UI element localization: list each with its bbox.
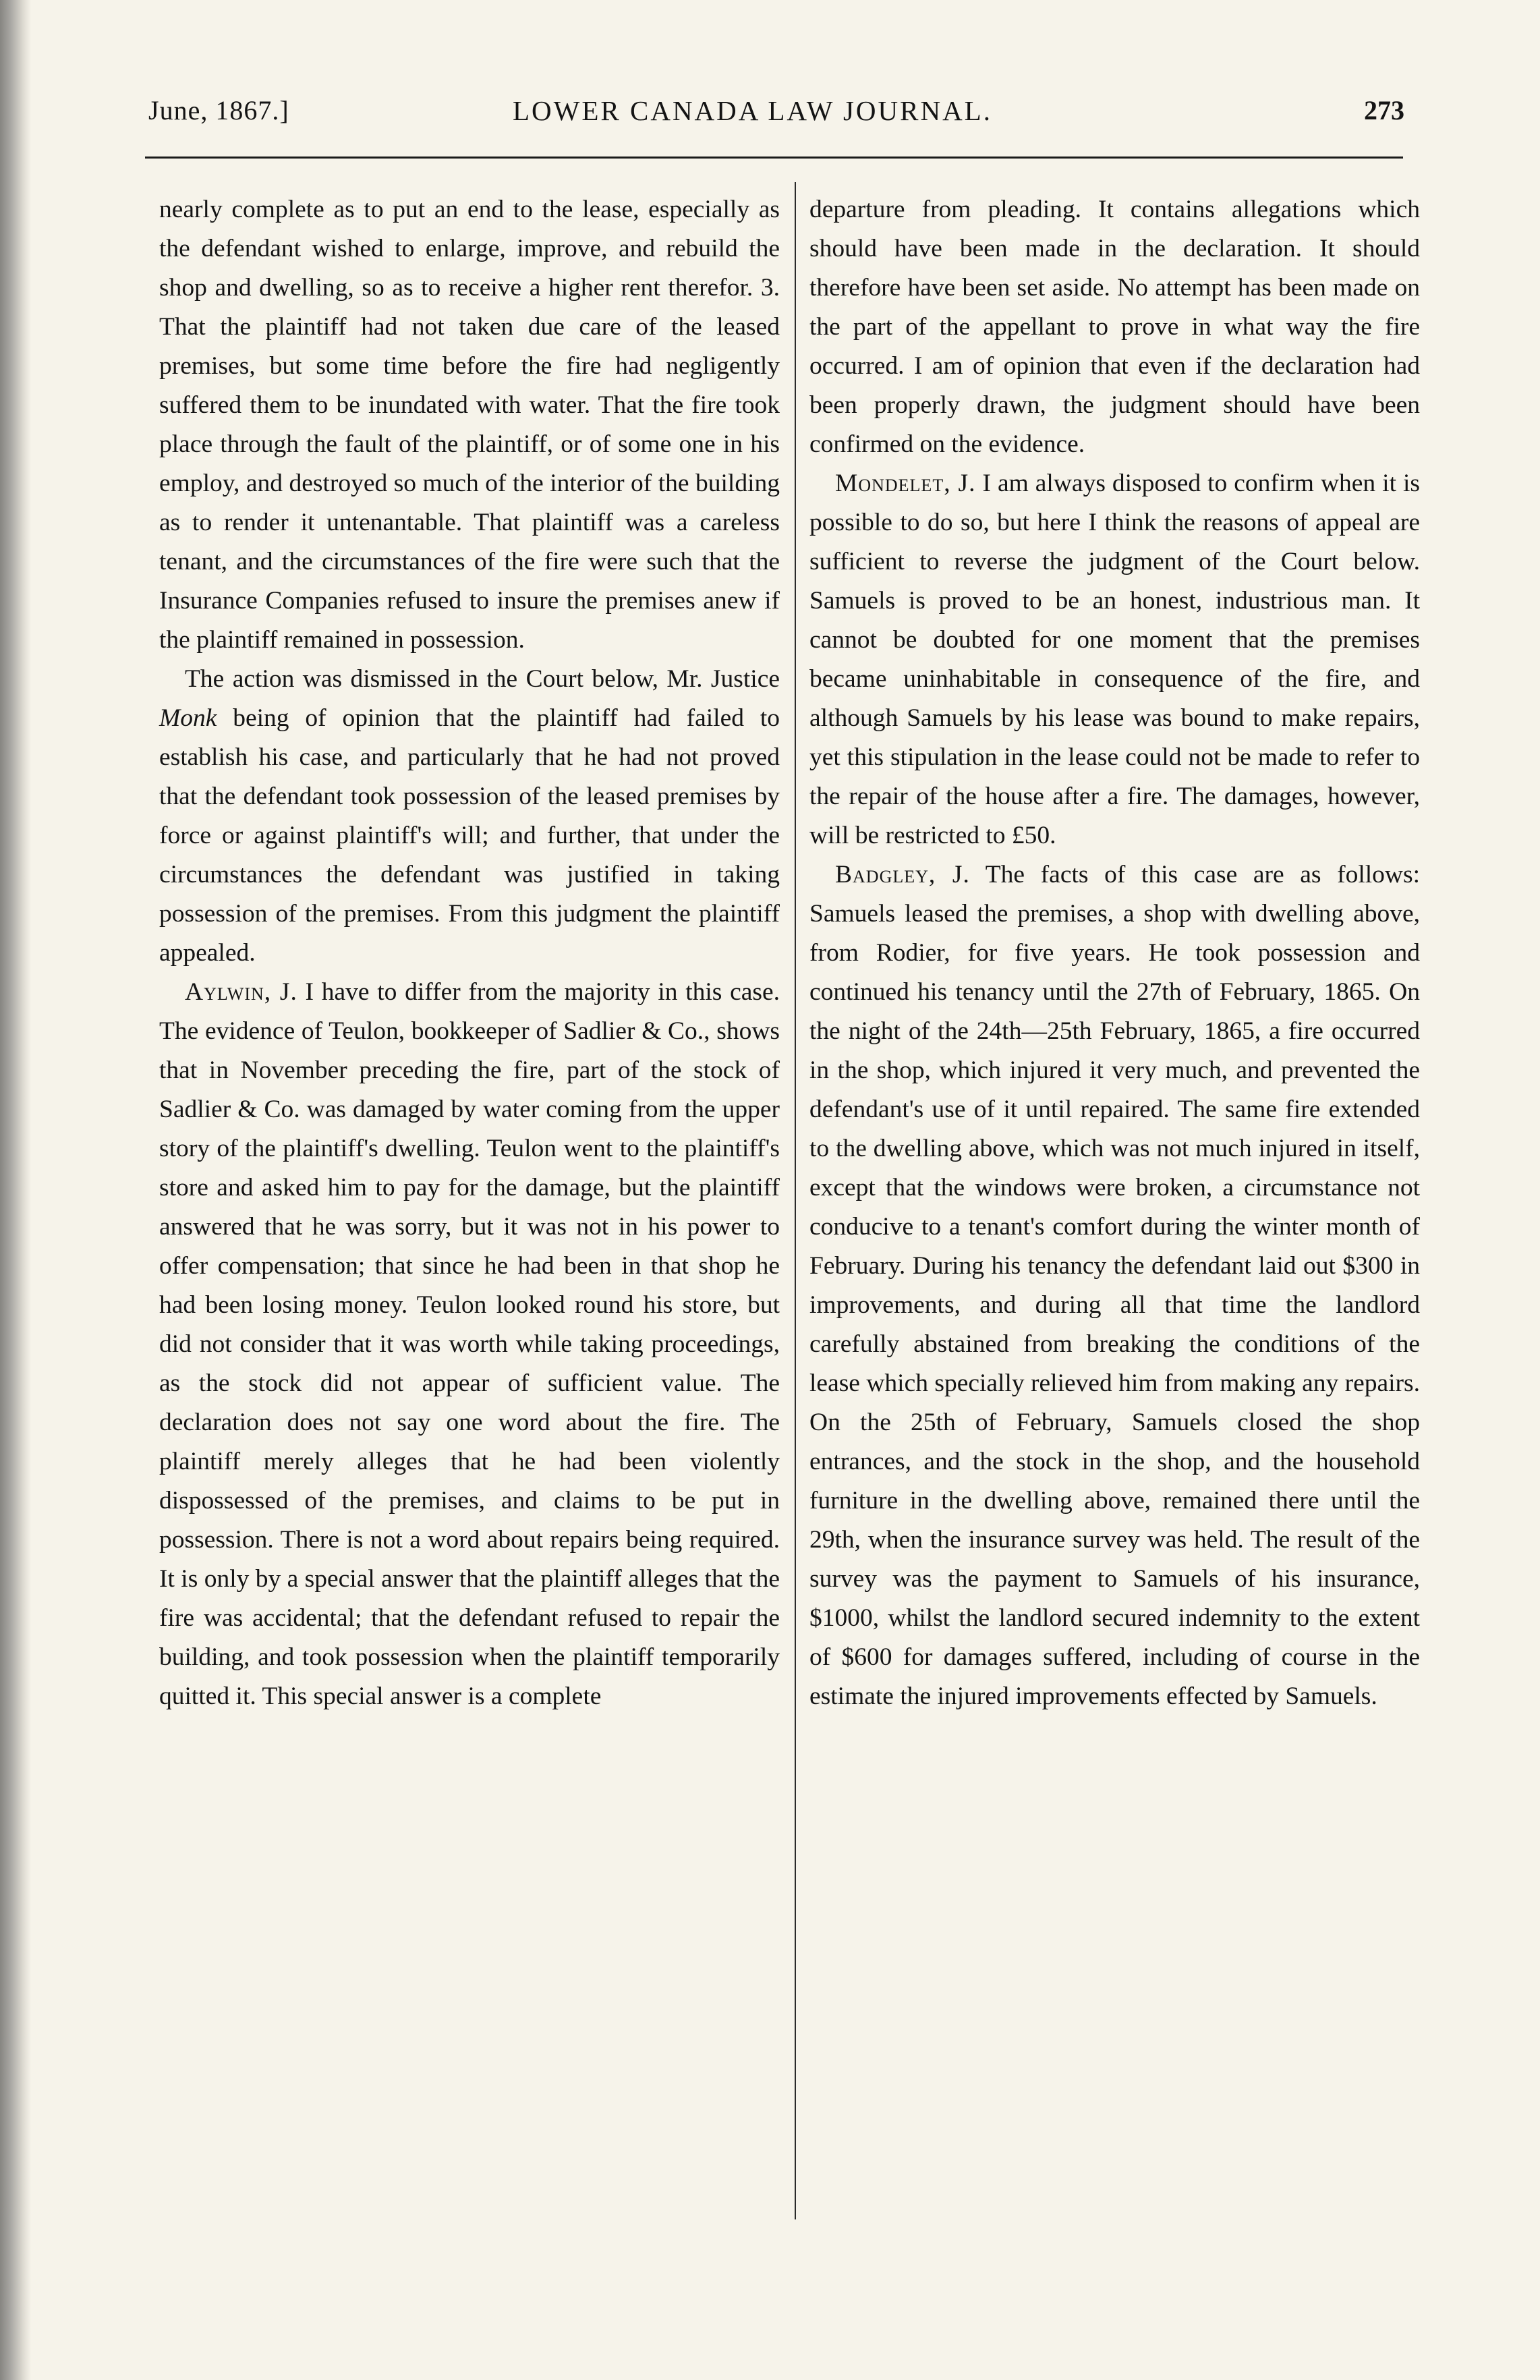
- header-page-number: 273: [1364, 95, 1404, 125]
- left-paragraph-3-text: I have to differ from the majority in this case. The evidence of Teulon, bookkeeper of Sadlier & Co., shows that in November preceding the fire, part of the stock of Sadlier & Co. was damaged by water coming from the upper story of the plaintiff's dwelling. Teulon went to the plaintiff's store and asked him to pay for the damage, but the plaintiff answered that he was sorry, but it was not in his power to offer compensation; that since he had been in that shop he had been losing money. Teulon looked round his store, but did not consider that it was worth while taking proceedings, as the stock did not appear of sufficient value. The declaration does not say one word about the fire. The plaintiff merely alleges that he had been violently dispossessed of the premises, and claims to be put in possession. There is not a word about repairs being required. It is only by a special answer that the plaintiff alleges that the fire was accidental; that the defendant refused to repair the building, and took possession when the plaintiff temporarily quitted it. This special answer is a complete: [159, 978, 780, 1710]
- left-paragraph-2-text-b: being of opinion that the plaintiff had failed to establish his case, and particularly that he had not proved that the defendant took possession of the leased premises by force or against plaintiff's will; and further, that under the circumstances the defendant was justified in taking possession of the premises. From this judgment the plaintiff appealed.: [159, 704, 780, 967]
- right-paragraph-2: [809, 464, 1420, 855]
- judge-name-monk: Monk: [159, 704, 217, 732]
- left-paragraph-2-text-a: The action was dismissed in the Court below, Mr. Justice: [185, 665, 780, 693]
- running-header: [148, 94, 1410, 135]
- header-date: June, 1867.]: [148, 95, 289, 125]
- column-divider: [795, 182, 796, 2219]
- left-paragraph-1-text: nearly complete as to put an end to the lease, especially as the defendant wished to enlarge, improve, and rebuild the shop and dwelling, so as to receive a higher rent therefor. 3. That the plaintiff had not taken due care of the leased premises, but some time before the fire had negligently suffered them to be inundated with water. That the fire took place through the fault of the plaintiff, or of some one in his employ, and destroyed so much of the interior of the building as to render it untenantable. That plaintiff was a careless tenant, and the circumstances of the fire were such that the Insurance Companies refused to insure the premises anew if the plaintiff remained in possession.: [159, 196, 780, 654]
- right-paragraph-3: [809, 855, 1420, 1716]
- header-journal-title: LOWER CANADA LAW JOURNAL.: [513, 95, 992, 126]
- header-rule: [145, 157, 1403, 159]
- right-paragraph-1-text: departure from pleading. It contains allegations which should have been made in the declaration. It should therefore have been set aside. No attempt has been made on the part of the appellant to prove in what way the fire occurred. I am of opinion that even if the declaration had been properly drawn, the judgment should have been confirmed on the evidence.: [809, 196, 1420, 458]
- left-paragraph-2: [159, 660, 780, 973]
- right-paragraph-3-text: The facts of this case are as follows: Samuels leased the premises, a shop with dwelling above, from Rodier, for five years. He took possession and continued his tenancy until the 27th of February, 1865. On the night of the 24th—25th February, 1865, a fire occurred in the shop, which injured it very much, and prevented the defendant's use of it until repaired. The same fire extended to the dwelling above, which was not much injured in itself, except that the windows were broken, a circumstance not conducive to a tenant's comfort during the winter month of February. During his tenancy the defendant laid out $300 in improvements, and during all that time the landlord carefully abstained from breaking the conditions of the lease which specially relieved him from making any repairs. On the 25th of February, Samuels closed the shop entrances, and the stock in the shop, and the household furniture in the dwelling above, remained there until the 29th, when the insurance survey was held. The result of the survey was the payment to Samuels of his insurance, $1000, whilst the landlord secured indemnity to the extent of $600 for damages suffered, including of course in the estimate the injured improvements effected by Samuels.: [809, 861, 1420, 1710]
- left-paragraph-1: [159, 190, 780, 660]
- right-paragraph-2-text: I am always disposed to confirm when it is possible to do so, but here I think the reasons of appeal are sufficient to reverse the judgment of the Court below. Samuels is proved to be an honest, industrious man. It cannot be doubted for one moment that the premises became uninhabitable in consequence of the fire, and although Samuels by his lease was bound to make repairs, yet this stipulation in the lease could not be made to refer to the repair of the house after a fire. The damages, however, will be restricted to £50.: [809, 470, 1420, 849]
- right-column: [809, 190, 1420, 1716]
- judge-name-badgley: Badgley, J.: [835, 861, 970, 888]
- judge-name-mondelet: Mondelet, J.: [835, 470, 976, 497]
- left-paragraph-3: [159, 973, 780, 1716]
- left-column: [159, 190, 780, 1716]
- judge-name-aylwin: Aylwin, J.: [185, 978, 297, 1006]
- book-spine-shadow: [0, 0, 31, 2380]
- right-paragraph-1: [809, 190, 1420, 464]
